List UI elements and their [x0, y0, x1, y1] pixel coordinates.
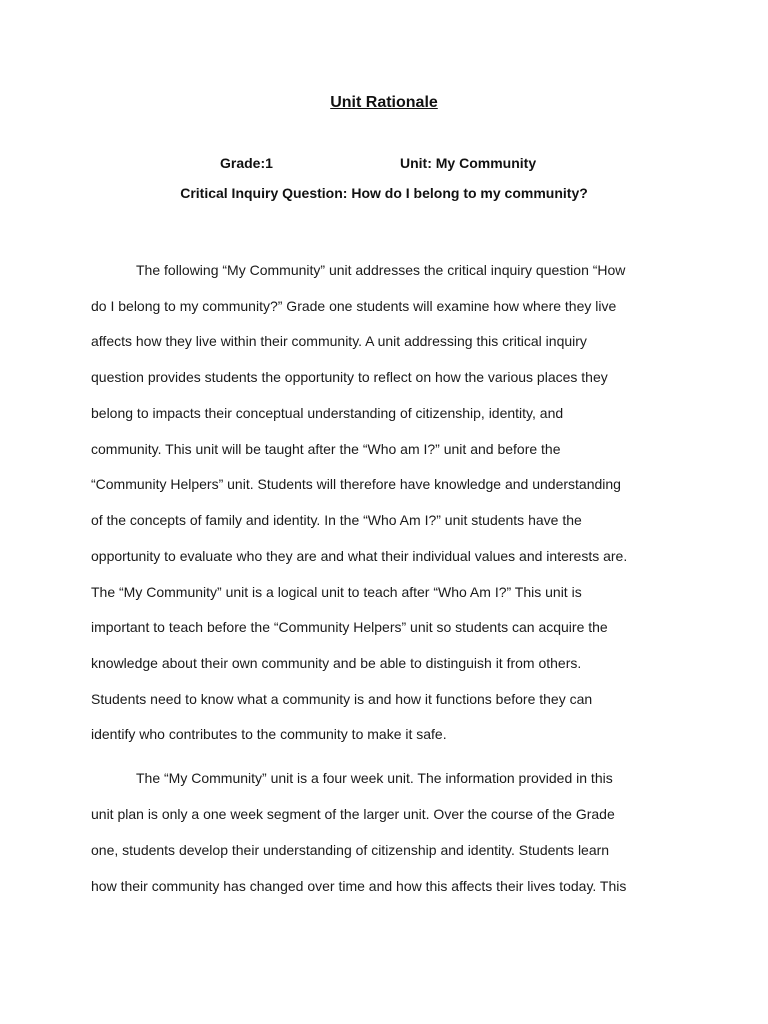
- paragraph-line: question provides students the opportunity to reflect on how the various places they: [91, 369, 608, 385]
- paragraph-line: affects how they live within their community. A unit addressing this critical inquiry: [91, 333, 587, 349]
- paragraph-line: how their community has changed over time and how this affects their lives today. This: [91, 878, 627, 894]
- paragraph-line: unit plan is only a one week segment of the larger unit. Over the course of the Grade: [91, 806, 615, 822]
- unit-label: Unit: My Community: [400, 155, 537, 171]
- paragraph-line: identify who contributes to the community to make it safe.: [91, 726, 447, 742]
- paragraph-line: important to teach before the “Community Helpers” unit so students can acquire the: [91, 619, 608, 635]
- paragraph-line: “Community Helpers” unit. Students will therefore have knowledge and understanding: [91, 476, 621, 492]
- paragraph-line: knowledge about their own community and be able to distinguish it from others.: [91, 655, 582, 671]
- paragraph-line: do I belong to my community?” Grade one students will examine how where they live: [91, 298, 617, 314]
- paragraph-line: of the concepts of family and identity. In the “Who Am I?” unit students have the: [91, 512, 582, 528]
- paragraph-line: The “My Community” unit is a logical unit to teach after “Who Am I?” This unit is: [91, 584, 582, 600]
- page-title: Unit Rationale: [330, 94, 438, 111]
- paragraph-line: Students need to know what a community is and how it functions before they can: [91, 691, 593, 707]
- paragraph-line: community. This unit will be taught after the “Who am I?” unit and before the: [91, 441, 561, 457]
- critical-inquiry-question: Critical Inquiry Question: How do I belong to my community?: [180, 185, 588, 201]
- paragraph-line: The “My Community” unit is a four week unit. The information provided in this: [136, 770, 613, 786]
- paragraph-line: opportunity to evaluate who they are and what their individual values and interests are.: [91, 548, 628, 564]
- grade-label: Grade:1: [220, 155, 273, 171]
- paragraph-line: The following “My Community” unit addresses the critical inquiry question “How: [136, 262, 626, 278]
- paragraph-line: belong to impacts their conceptual understanding of citizenship, identity, and: [91, 405, 564, 421]
- paragraph-line: one, students develop their understanding of citizenship and identity. Students learn: [91, 842, 610, 858]
